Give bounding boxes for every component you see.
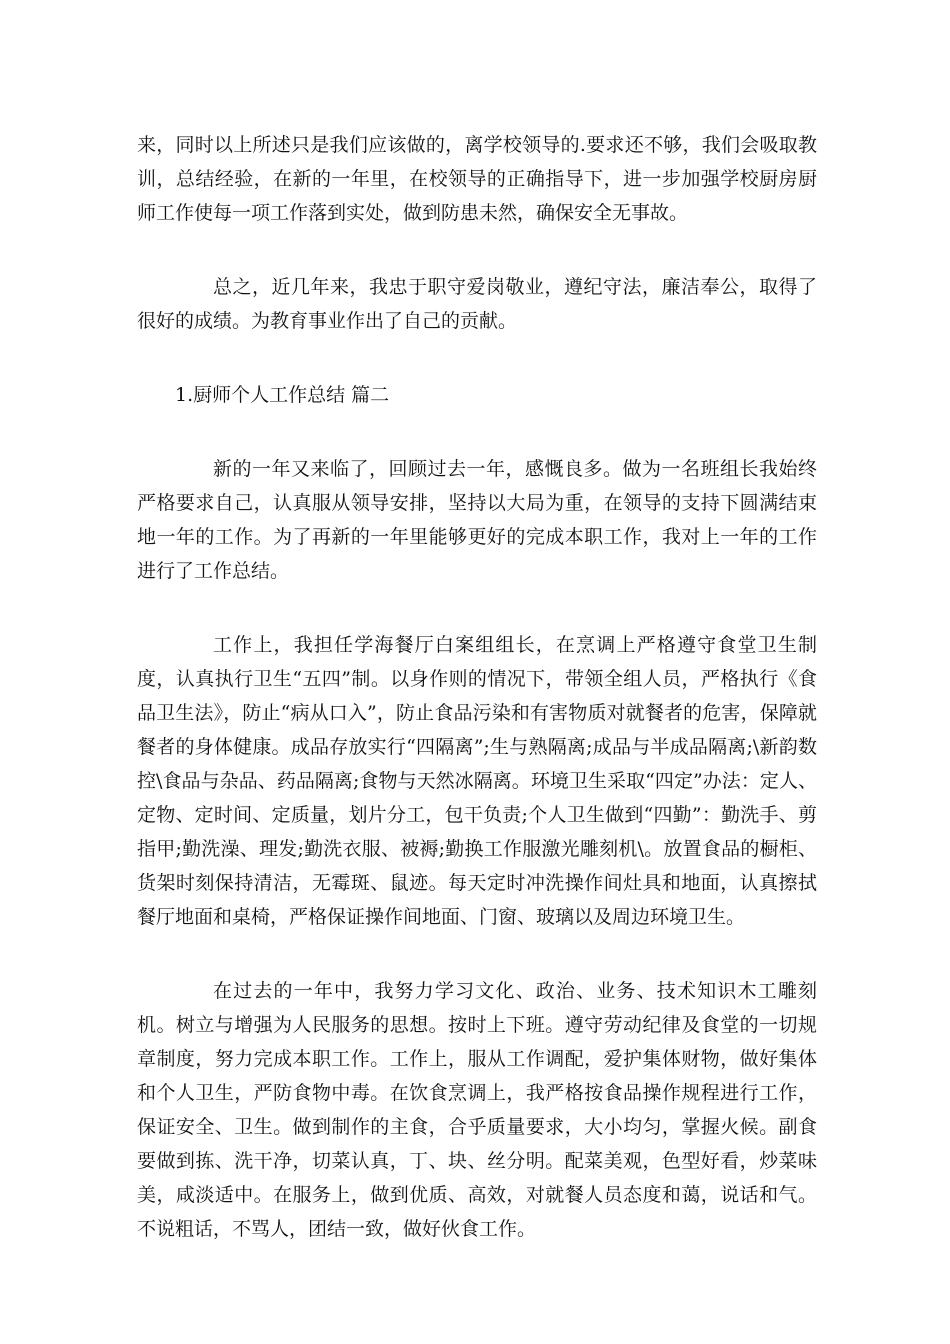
document-body [137,128,817,1286]
paragraph-continuation: 来，同时以上所述只是我们应该做的，离学校领导的.要求还不够，我们会吸取教训，总结经验，在新的一年里，在校领导的正确指导下，进一步加强学校厨房厨师工作使每一项工作落到实处，做到防患未然，确保安全无事故。 [137,134,817,224]
paragraph-hygiene: 工作上，我担任学海餐厅白案组组长，在烹调上严格遵守食堂卫生制度，认真执行卫生“五四”制。以身作则的情况下，带领全组人员，严格执行《食品卫生法》，防止“病从口入”，防止食品污染和有害物质对就餐者的危害，保障就餐者的身体健康。成品存放实行“四隔离”;生与熟隔离;成品与半成品隔离;\新韵数控\食品与杂品、药品隔离;食物与天然冰隔离。环境卫生采取“四定”办法：定人、定物、定时间、定质量，划片分工，包干负责;个人卫生做到“四勤”：勤洗手、剪指甲;勤洗澡、理发;勤洗衣服、被褥;勤换工作服激光雕刻机\。放置食品的橱柜、货架时刻保持清洁，无霉斑、鼠迹。每天定时冲洗操作间灶具和地面，认真擦拭餐厅地面和桌椅，严格保证操作间地面、门窗、玻璃以及周边环境卫生。 [137,634,817,928]
paragraph-study: 在过去的一年中，我努力学习文化、政治、业务、技术知识木工雕刻机。树立与增强为人民服务的思想。按时上下班。遵守劳动纪律及食堂的一切规章制度，努力完成本职工作。工作上，服从工作调配，爱护集体财物，做好集体和个人卫生，严防食物中毒。在饮食烹调上，我严格按食品操作规程进行工作，保证安全、卫生。做到制作的主食，合乎质量要求，大小均匀，掌握火候。副食要做到拣、洗干净，切菜认真，丁、块、丝分明。配菜美观，色型好看，炒菜味美，咸淡适中。在服务上，做到优质、高效，对就餐人员态度和蔼，说话和气。不说粗话，不骂人，团结一致，做好伙食工作。 [137,980,817,1240]
paragraph-intro: 新的一年又来临了，回顾过去一年，感慨良多。做为一名班组长我始终严格要求自己，认真服从领导安排，坚持以大局为重，在领导的支持下圆满结束地一年的工作。为了再新的一年里能够更好的完成本职工作，我对上一年的工作进行了工作总结。 [137,458,817,582]
section-heading: 1.厨师个人工作总结 篇二 [175,384,390,406]
paragraph-summary: 总之，近几年来，我忠于职守爱岗敬业，遵纪守法，廉洁奉公，取得了很好的成绩。为教育事业作出了自己的贡献。 [137,276,817,332]
